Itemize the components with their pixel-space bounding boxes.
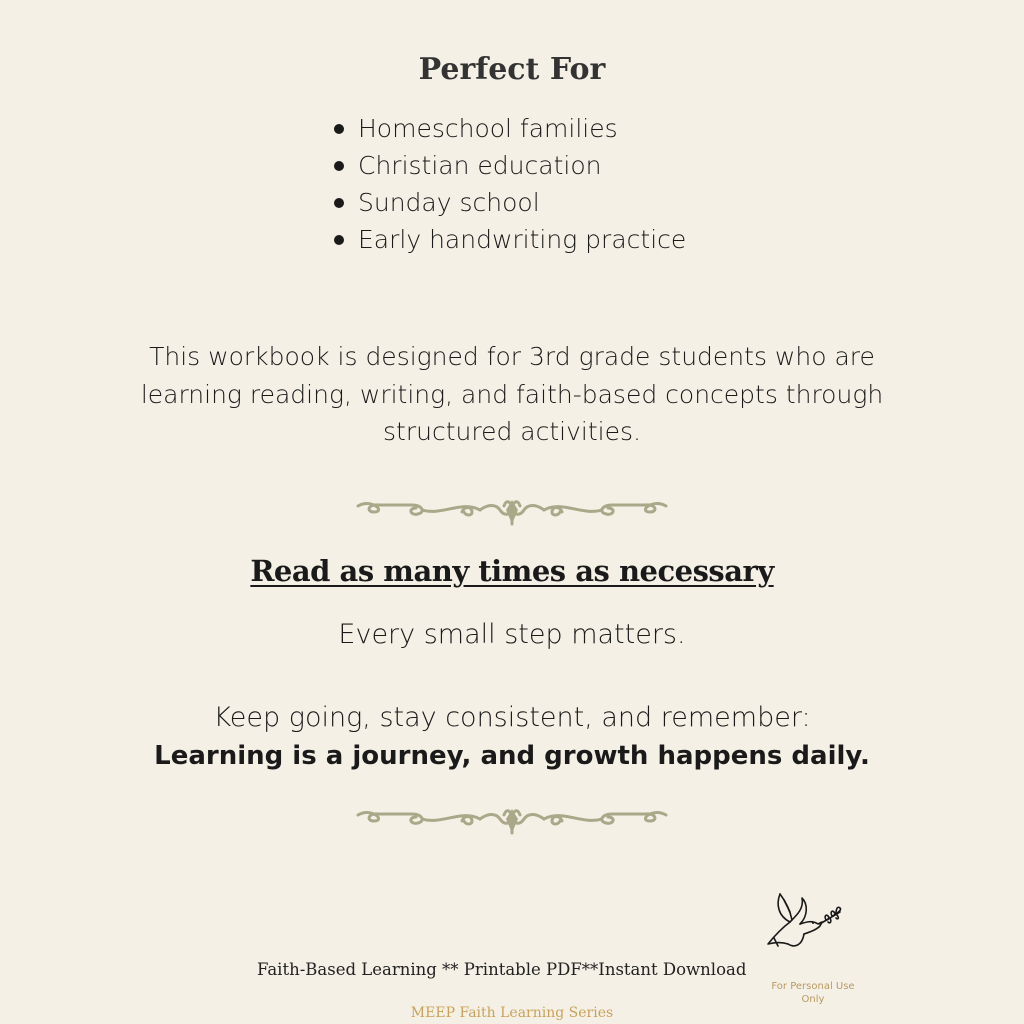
personal-use-note: For Personal Use Only [771, 981, 855, 1005]
list-item-label: Sunday school [358, 188, 540, 217]
bullet-icon [334, 124, 344, 134]
list-item-label: Early handwriting practice [358, 225, 687, 254]
perfect-for-title: Perfect For [418, 52, 606, 87]
workbook-description: This workbook is designed for 3rd grade students who are learning reading, writing, and faith-based concepts through structured activities. [140, 342, 884, 446]
series-name: MEEP Faith Learning Series [410, 1005, 614, 1021]
keep-going-text: Keep going, stay consistent, and remember: [213, 702, 811, 733]
list-item-label: Christian education [358, 151, 602, 180]
dove-with-olive-branch-icon [764, 890, 844, 960]
footer-tagline: Faith-Based Learning ** Printable PDF**Instant Download [257, 960, 747, 979]
flourish-divider-icon [352, 803, 672, 839]
learning-journey-text: Learning is a journey, and growth happens daily. [154, 741, 870, 771]
list-item [332, 184, 686, 221]
bullet-icon [334, 161, 344, 171]
list-item [332, 147, 686, 184]
read-heading: Read as many times as necessary [250, 554, 774, 588]
list-item [332, 110, 686, 147]
bullet-icon [334, 198, 344, 208]
list-item-label: Homeschool families [358, 114, 618, 143]
list-item [332, 221, 686, 258]
perfect-for-list [332, 110, 686, 258]
bullet-icon [334, 235, 344, 245]
flourish-divider-icon [352, 494, 672, 530]
small-step-text: Every small step matters. [338, 619, 686, 650]
